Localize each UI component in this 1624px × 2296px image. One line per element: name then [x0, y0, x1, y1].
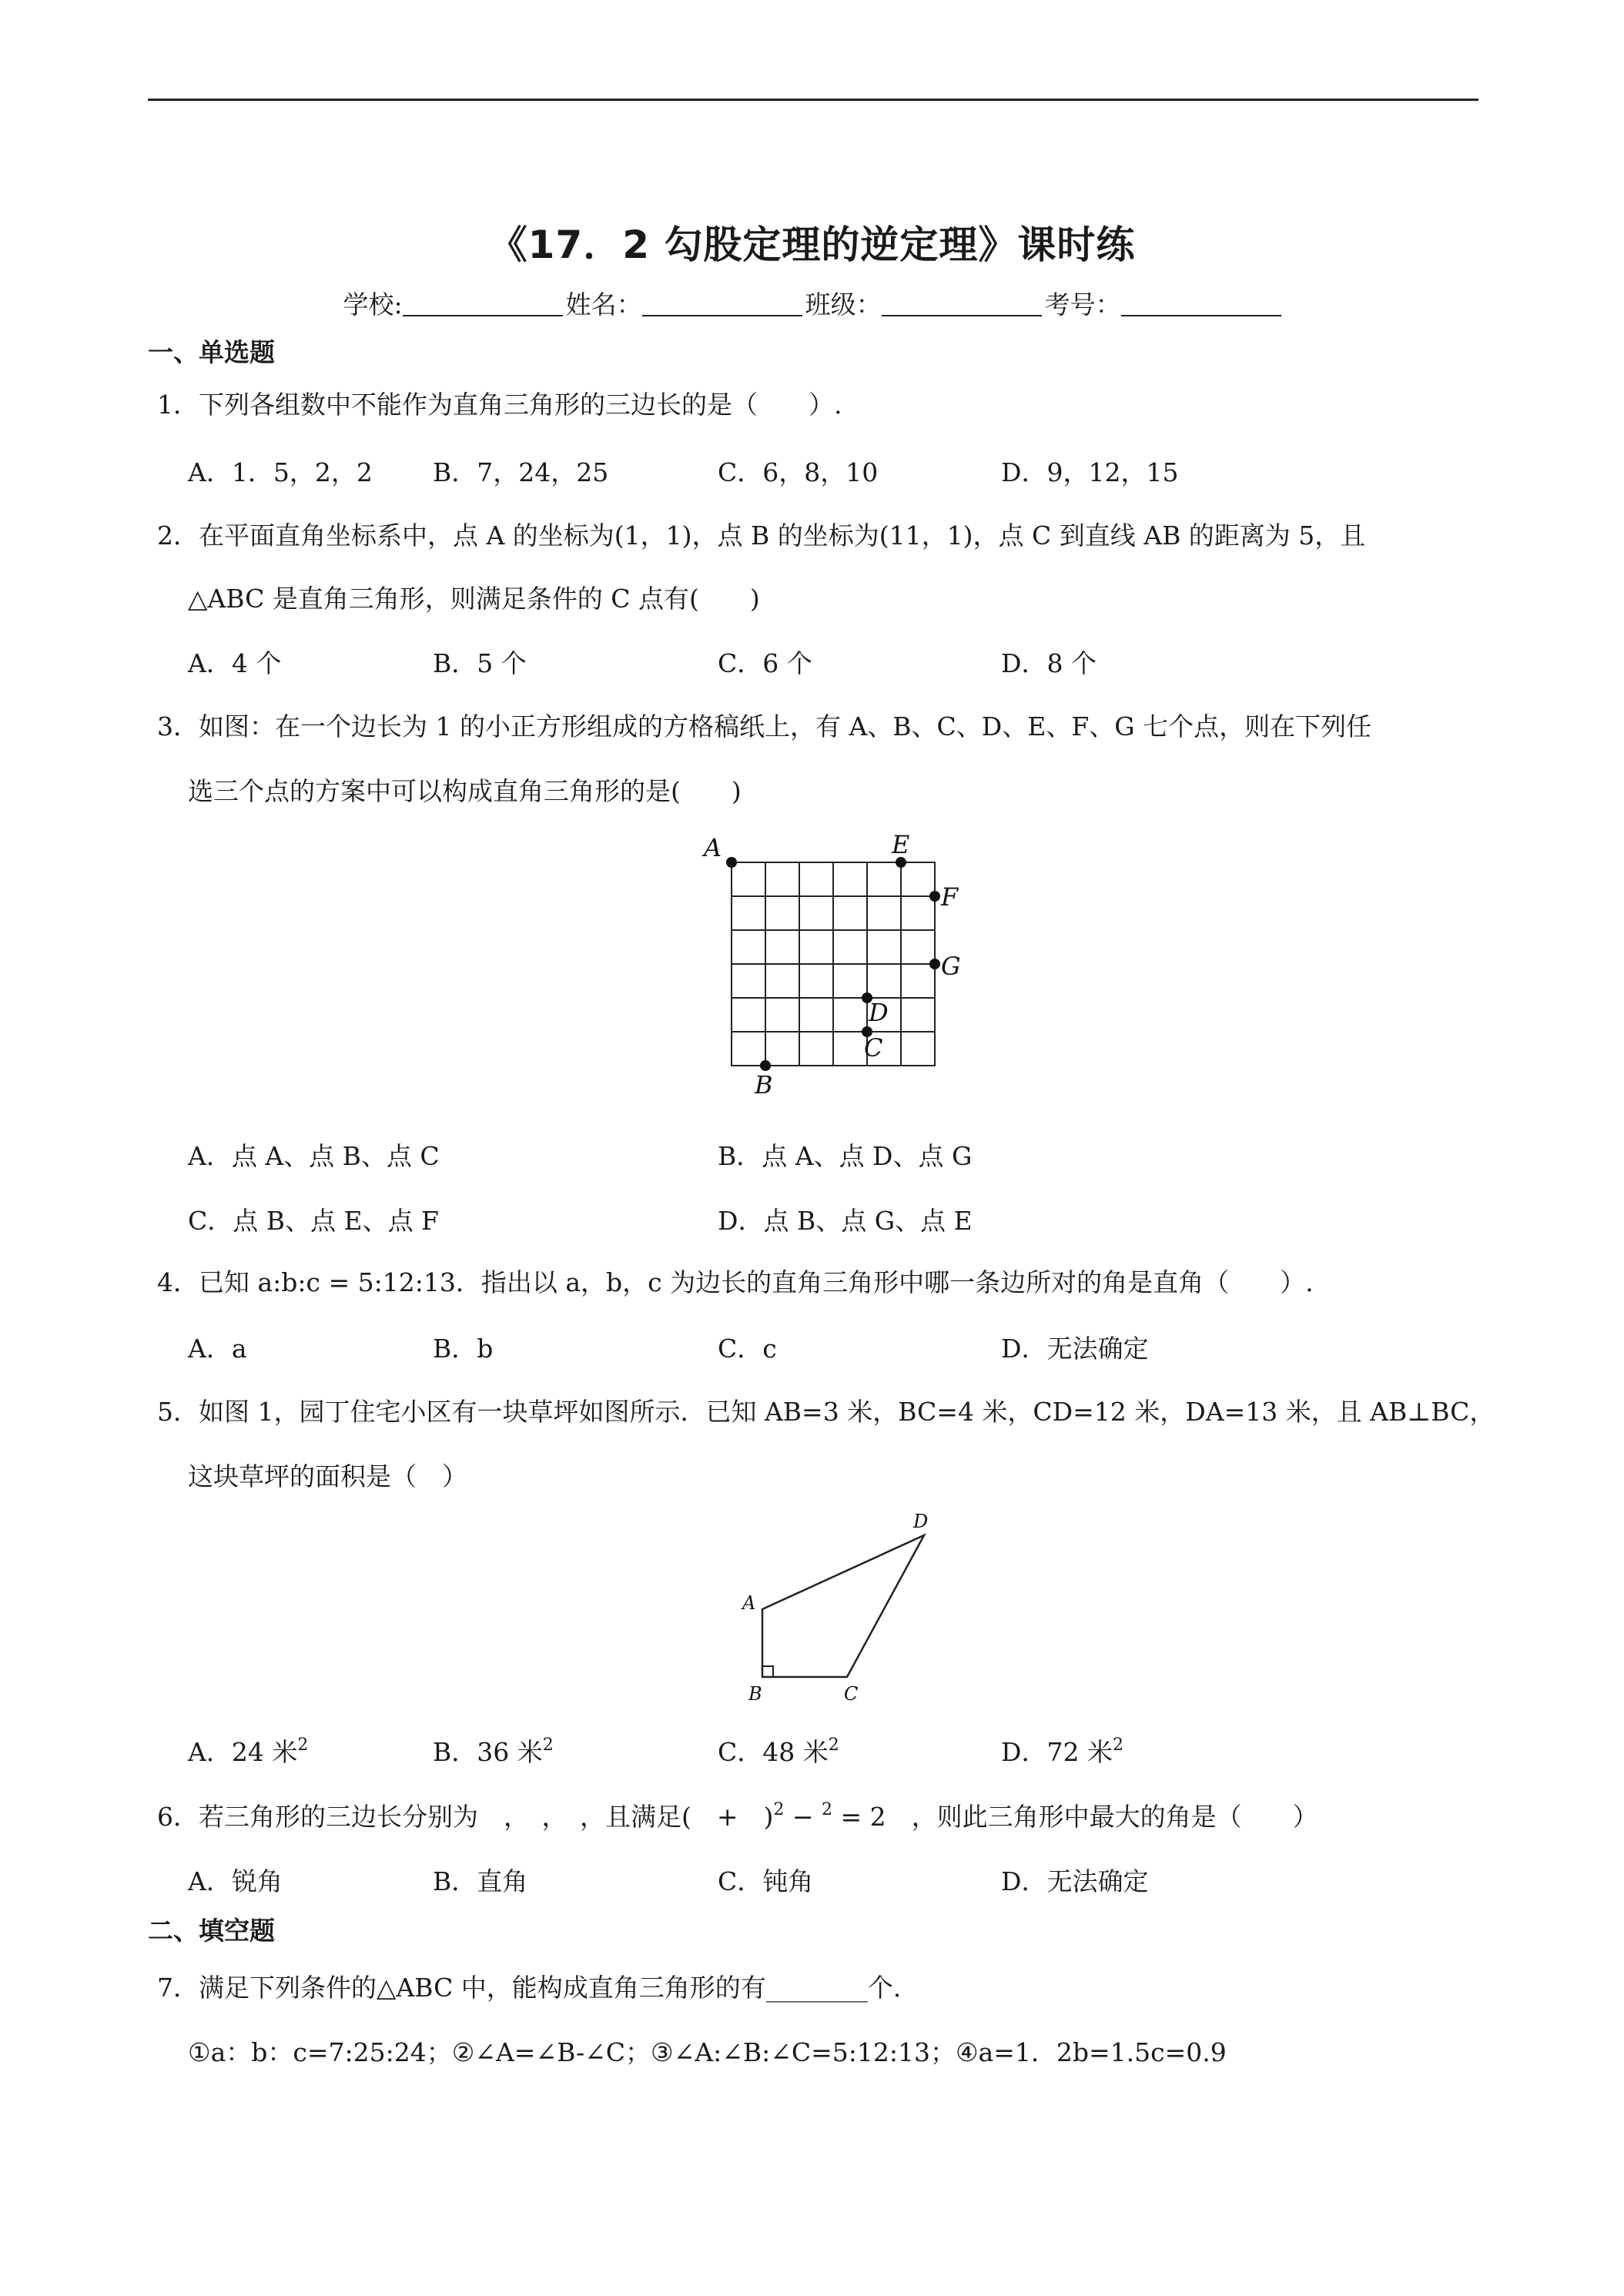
q6-stem-prefix: 6．若三角形的三边长分别为 ， ， ，且满足( + )	[157, 1802, 774, 1832]
label-e: E	[892, 830, 910, 859]
exam-no-blank[interactable]	[1121, 292, 1281, 316]
q3-grid-figure	[693, 824, 970, 1101]
q1-option-a: A．1．5，2，2	[188, 457, 373, 487]
q5-option-b-sup: 2	[542, 1735, 554, 1755]
q5-option-c	[718, 1732, 839, 1769]
section-fill-blank: 二、填空题	[148, 1916, 275, 1946]
q5-option-b-text: B．36 米	[433, 1737, 543, 1767]
q1-option-b: B．7，24，25	[433, 457, 609, 487]
quadrilateral-abcd	[762, 1535, 924, 1677]
q5-option-c-sup: 2	[828, 1735, 839, 1755]
q3-option-c: C．点 B、点 E、点 F	[188, 1206, 439, 1236]
question-2-line-1: 2．在平面直角坐标系中，点 A 的坐标为(1，1)，点 B 的坐标为(11，1)，点 C 到直线 AB 的距离为 5，且	[157, 520, 1366, 551]
question-4: 4．已知 a:b:c = 5:12:13．指出以 a，b，c 为边长的直角三角形中哪一条边所对的角是直角（ ）.	[157, 1267, 1314, 1297]
label-c: C	[864, 1033, 883, 1063]
q2-option-b: B．5 个	[433, 648, 527, 678]
label-a: A	[704, 833, 722, 862]
point-b	[760, 1060, 771, 1071]
label-f: F	[941, 882, 959, 912]
q4-option-b: B．b	[433, 1334, 494, 1364]
q5-option-a-sup: 2	[297, 1735, 309, 1755]
right-angle-mark	[762, 1666, 773, 1677]
q1-option-c: C．6，8，10	[718, 457, 879, 487]
name-label: 姓名：	[565, 290, 642, 320]
q6-sup-1: 2	[773, 1800, 785, 1819]
label-b: B	[748, 1683, 762, 1705]
q5-option-c-text: C．48 米	[718, 1737, 829, 1767]
q5-lawn-figure	[732, 1501, 947, 1709]
question-5-line-1: 5．如图 1，园丁住宅小区有一块草坪如图所示．已知 AB=3 米，BC=4 米，CD=12 米，DA=13 米，且 AB⊥BC，	[157, 1397, 1495, 1427]
question-6	[157, 1797, 1318, 1833]
q6-option-b: B．直角	[433, 1866, 528, 1896]
q6-option-d: D．无法确定	[1001, 1866, 1149, 1896]
label-g: G	[941, 952, 961, 981]
q5-option-a	[188, 1732, 308, 1769]
question-7: 7．满足下列条件的△ABC 中，能构成直角三角形的有________个.	[157, 1973, 902, 2003]
q4-option-c: C．c	[718, 1334, 777, 1364]
q6-sup-2: 2	[822, 1800, 833, 1819]
label-d: D	[913, 1511, 929, 1532]
q6-option-a: A．锐角	[188, 1866, 283, 1896]
q5-option-d-sup: 2	[1112, 1735, 1123, 1755]
label-c: C	[844, 1683, 859, 1705]
label-a: A	[742, 1592, 756, 1614]
question-5-line-2: 这块草坪的面积是（ ）	[188, 1461, 467, 1491]
point-g	[929, 959, 940, 969]
q6-option-c: C．钝角	[718, 1866, 814, 1896]
header-rule	[148, 99, 1478, 101]
question-2-line-2: △ABC 是直角三角形，则满足条件的 C 点有( )	[188, 584, 760, 614]
q4-option-d: D．无法确定	[1001, 1334, 1149, 1364]
exam-no-label: 考号：	[1044, 290, 1121, 320]
class-blank[interactable]	[882, 292, 1042, 316]
grid-lines	[732, 862, 935, 1066]
q4-option-a: A．a	[188, 1334, 247, 1364]
q6-stem-mid: −	[784, 1802, 822, 1832]
label-d: D	[869, 998, 889, 1027]
question-7-conditions: ①a：b：c=7:25:24；②∠A=∠B-∠C；③∠A:∠B:∠C=5:12:13；④a=1．2b=1.5c=0.9	[188, 2037, 1227, 2067]
q3-option-d: D．点 B、点 G、点 E	[718, 1206, 973, 1236]
page-title: 《17．2 勾股定理的逆定理》课时练	[488, 223, 1136, 267]
q5-option-a-text: A．24 米	[188, 1737, 298, 1767]
name-blank[interactable]	[642, 292, 802, 316]
q5-option-d	[1001, 1732, 1123, 1769]
q2-option-d: D．8 个	[1001, 648, 1097, 678]
student-info-line	[0, 285, 1624, 321]
q5-option-b	[433, 1732, 554, 1769]
question-3-line-1: 3．如图：在一个边长为 1 的小正方形组成的方格稿纸上，有 A、B、C、D、E、F、G 七个点，则在下列任	[157, 711, 1372, 741]
q2-option-c: C．6 个	[718, 648, 812, 678]
q5-option-d-text: D．72 米	[1001, 1737, 1113, 1767]
school-blank[interactable]	[403, 292, 563, 316]
question-3-line-2: 选三个点的方案中可以构成直角三角形的是( )	[188, 776, 742, 806]
point-a	[726, 857, 737, 868]
q3-option-b: B．点 A、点 D、点 G	[718, 1141, 973, 1171]
q6-stem-suffix: = 2 ，则此三角形中最大的角是（ ）	[832, 1802, 1318, 1832]
school-label: 学校:	[343, 290, 403, 320]
q2-option-a: A．4 个	[188, 648, 282, 678]
q1-option-d: D．9，12，15	[1001, 457, 1179, 487]
label-b: B	[755, 1070, 773, 1099]
q3-option-a: A．点 A、点 B、点 C	[188, 1141, 440, 1171]
question-1: 1．下列各组数中不能作为直角三角形的三边长的是（ ）.	[157, 390, 842, 420]
class-label: 班级：	[805, 290, 882, 320]
point-f	[929, 891, 940, 902]
section-single-choice: 一、单选题	[148, 337, 275, 367]
